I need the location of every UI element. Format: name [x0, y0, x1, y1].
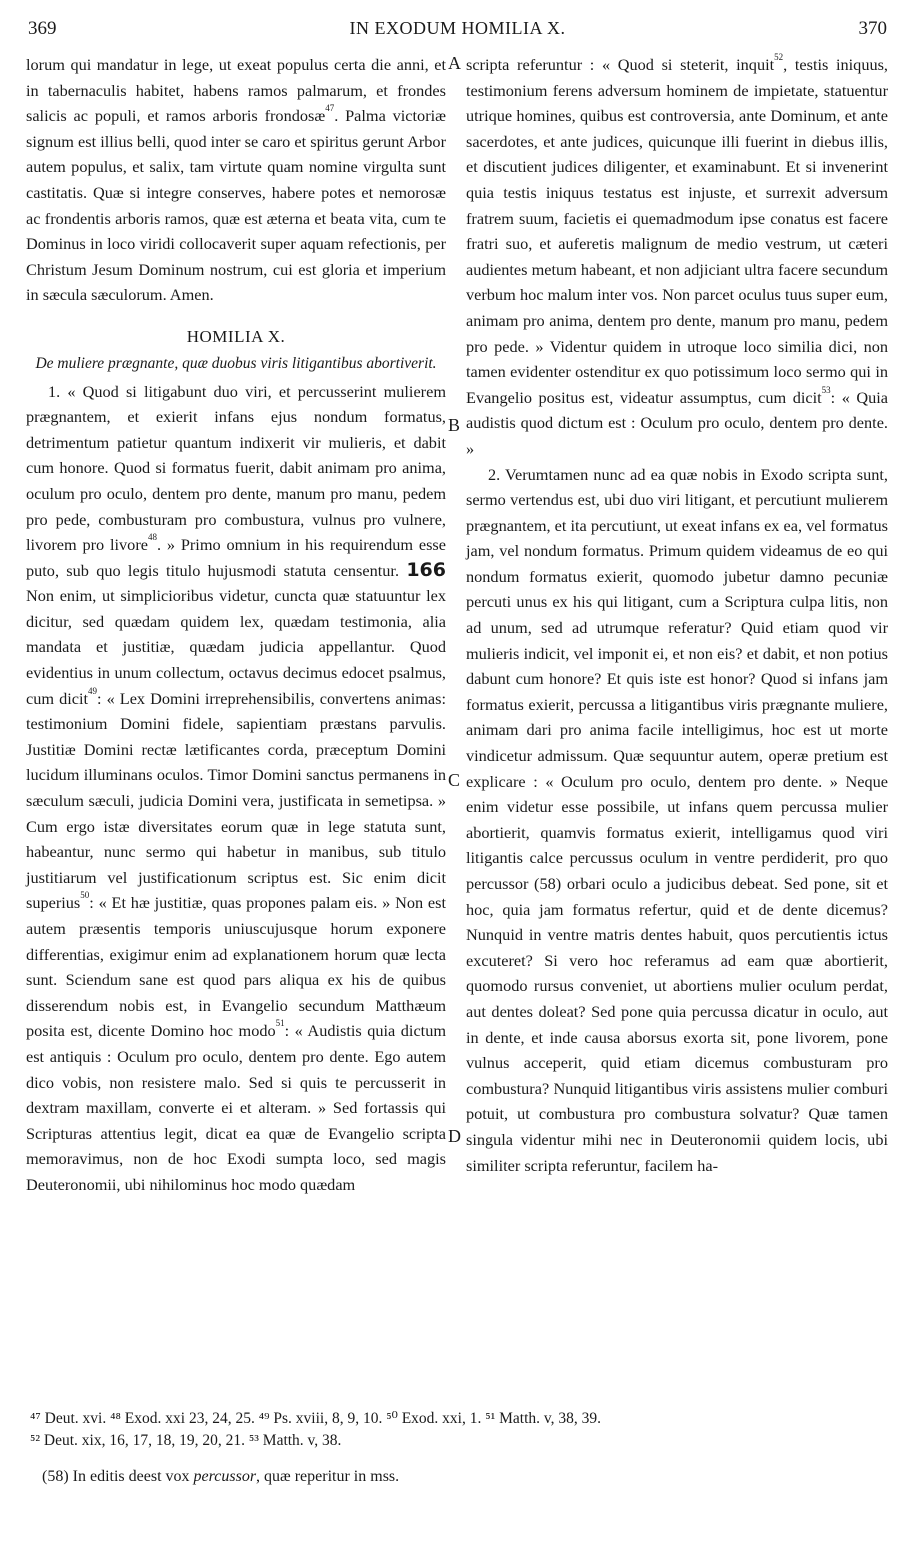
- footnote-line: ⁴⁷ Deut. xvi. ⁴⁸ Exod. xxi 23, 24, 25. ⁴⁹ Ps. xviii, 8, 9, 10. ⁵⁰ Exod. xxi, 1. ⁵¹ Matth. v, 38, 39.: [30, 1410, 602, 1427]
- margin-letter-d: D: [448, 1126, 461, 1146]
- footnote-line: ⁵² Deut. xix, 16, 17, 18, 19, 20, 21. ⁵³ Matth. v, 38.: [30, 1432, 342, 1449]
- margin-letter-b: B: [448, 415, 461, 435]
- italic-word: percussor: [193, 1468, 257, 1485]
- paragraph: 1. « Quod si litigabunt duo viri, et percusserint mulierem prægnantem, et exierit infans ejus nondum formatus, detrimentum patietur quantum indixerit vir mulieris, et dabit cum honore. Quod si formatus fuerit, dabit animam pro anima, oculum pro oculo, dentem pro dente, manum pro manu, pedem pro pede, combusturam pro combustura, vulnus pro vulnere, livorem pro livore$^{48}$. » Primo omnium in his requirendum esse puto, sub quo legis titulo hujusmodi statuta censentur. 166 Non enim, ut simplicioribus videtur, cuncta quæ statuuntur lex dicitur, sed quædam quidem lex, quædam testimonia, alia mandata et justitiæ, quædam judicia appellantur. Quod evidentius in unum collectum, octavus decimus edocet psalmus, cum dicit$^{49}$: « Lex Domini irreprehensibilis, convertens animas: testimonium Domini fidele, sapientiam præstans parvulis. Justitiæ Domini rectæ lætificantes corda, præceptum Domini lucidum illuminans oculos. Timor Domini sanctus permanens in sæculum sæculi, judicia Domini vera, justificata in semetipsa. » Cum ergo istæ diversitates eorum quæ in lege statuta sunt, habeantur, nunc sermo qui habetur in manibus, sub titulo justitiarum vel justificationum scriptus est. Sic enim dicit superius$^{50}$: « Et hæ justitiæ, quas propones palam eis. » Non est autem præsentis temporis uniuscujusque horum exponere differentias, exigimur enim ad explanationem horum quæ lecta sunt. Sciendum sane est quod pars aliqua ex his de quibus disserendum nobis est, in Evangelio secundum Matthæum posita est, dicente Domino hoc modo$^{51}$: « Audistis quia dictum est antiquis : Oculum pro oculo, dentem pro dente. Ego autem dico vobis, non resistere malo. Sed si quis te percusserit in dextram maxillam, converte ei et alteram. » Sed fortassis qui Scripturas attentius legit, dicat ea quæ de Evangelio scripta memoravimus, non de hoc Exodi sumpta loco, sed magis Deuteronomii, ubi nihilominus hoc modo quædam: [26, 381, 447, 1194]
- running-title: IN EXODUM HOMILIA X.: [349, 18, 566, 38]
- margin-letter-a: A: [448, 53, 461, 73]
- paragraph: lorum qui mandatur in lege, ut exeat populus certa die anni, et in tabernaculis habitet, habens ramos palmarum, et frondes salicis ac populi, et ramos arboris frondosæ$^{47}$. Palma victoriæ signum est illius belli, quod inter se caro et spiritus gerunt Arbor autem populus, et salix, tam virtute quam nomine virgulta sunt castitatis. Quæ si integre conserves, habere potes et nemorosæ ac frondentis arboris ramos, quæ est æterna et beata vita, cum te Dominus in loco viridi collocaverit super aquam refectionis, per Christum Jesum Dominum nostrum, cui est gloria et imperium in sæcula sæculorum. Amen.: [26, 55, 446, 305]
- homily-subtitle: De muliere prægnante, quæ duobus viris litigantibus abortiverit.: [35, 354, 437, 372]
- page-number-right: 370: [858, 18, 887, 39]
- homily-title: HOMILIA X.: [186, 326, 286, 346]
- editor-note: (58) In editis deest vox percussor, quæ reperitur in mss.: [42, 1468, 400, 1485]
- page-header: [28, 18, 887, 46]
- page-number-left: 369: [28, 18, 57, 39]
- column-number: 166: [406, 558, 446, 581]
- footnotes: [30, 1408, 889, 1452]
- right-column: [466, 52, 888, 1178]
- paragraph: 2. Verumtamen nunc ad ea quæ nobis in Exodo scripta sunt, sermo vertendus est, ubi duo viri litigant, et percutiunt mulierem prægnantem, et ita percutiunt, ut exeat infans ex ea, vel formatus jam, vel nondum formatus. Primum quidem videamus de eo qui nondum formatus exierit, quomodo jubetur damno pecuniæ percuti unus ex his qui litigant, cum a Scriptura culpa litis, non ad unum, sed ad utrumque referatur? Quid etiam quod vir mulieris indicit, vel imponit ei, et non eis? et dabit, et non potius dabunt cum honore? Et quis iste est honor? Quod si infans jam formatus exierit, percussa a litigantibus viris prægnante muliere, animam dari pro anima facile intelligimus, hoc est ut morte vindicetur admissum. Quæ sequuntur autem, operæ pretium est explicare : « Oculum pro oculo, dentem pro dente. » Neque enim videtur esse possibile, ut infans quem percussa mulier abortierit, quamvis formatus exierit, intelligamus quod viri litigantis calce percussus oculum in ventre perdiderit, pro quo percussor (58) orbari oculo a judicibus debeat. Sed pone, sit et hoc, quia jam formatus refertur, quid et de dente dicemus? Nunquid in ventre matris dentes habuit, quos percutientis ictus excuteret? Si vero hoc referamus ad eam quæ abortierit, quomodo rursus conveniet, ut abortiens mulier oculum perdat, aut dentes doleat? Sed pone quia percussa dicatur in oculo, aut in dente, et inde causa aborsus exorta sit, pone livorem, pone vulnus acceperit, quid etiam dicemus combusturam pro combustura? Nunquid litigantibus viris assistens mulier comburi potuit, ut combustura pro combustura solvatur? Quæ tamen singula videntur mihi nec in Deuteronomii quidem locis, ubi similiter scripta referuntur, facilem ha-: [466, 464, 888, 1175]
- margin-letter-c: C: [448, 770, 461, 790]
- left-column: [26, 52, 446, 1198]
- paragraph: scripta referuntur : « Quod si steterit, inquit$^{52}$, testis iniquus, testimonium ferens adversum hominem de impietate, statuentur utrique homines, quibus est controversia, ante Dominum, et ante sacerdotes, et ante judices, quicunque illi fuerint in diebus illis, et discutient judices diligenter, et examinabunt. Et si invenerint quia testis iniquus testatus est injuste, et surrexit adversum fratrem suum, facietis ei quemadmodum ipse conatus est facere fratri suo, et auferetis malignum de medio vestrum, ut cæteri audientes metum habeant, et non adjiciant ultra facere secundum verbum hoc malum inter vos. Non parcet oculus tuus super eum, animam pro anima, dentem pro dente, manum pro manu, pedem pro pede. » Videntur quidem in utroque loco similia dici, non tamen evidenter ostenditur ex quo potissimum loco sermo qui in Evangelio positus est, videatur assumptus, cum dicit$^{53}$: « Quia audistis quod dictum est : Oculum pro oculo, dentem pro dente. »: [466, 52, 889, 458]
